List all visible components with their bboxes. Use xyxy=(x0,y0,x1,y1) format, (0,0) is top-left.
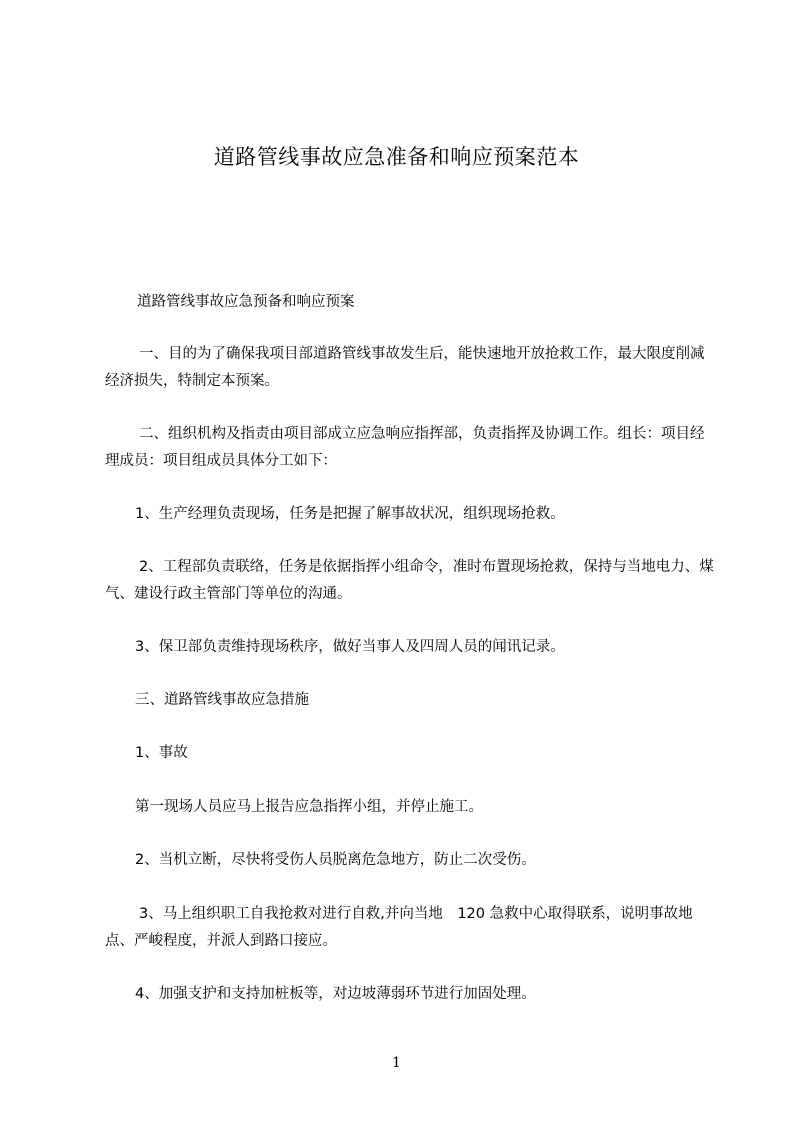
paragraph-duty-2: 2、工程部负责联络，任务是依据指挥小组命令，准时布置现场抢救，保持与当地电力、煤气、建设行政主管部门等单位的沟通。 xyxy=(105,559,714,602)
paragraph-evacuate: 2、当机立断，尽快将受伤人员脱离危急地方，防止二次受伤。 xyxy=(135,852,536,868)
paragraph-organization: 二、组织机构及指责由项目部成立应急响应指挥部，负责指挥及协调工作。组长：项目经理成员：项目组成员具体分工如下： xyxy=(105,426,705,469)
paragraph-accident: 1、事故 xyxy=(135,745,188,761)
paragraph-duty-3: 3、保卫部负责维持现场秩序，做好当事人及四周人员的闻讯记录。 xyxy=(135,639,565,655)
paragraph-duty-1: 1、生产经理负责现场，任务是把握了解事故状况，组织现场抢救。 xyxy=(135,506,565,522)
page-number: 1 xyxy=(392,1055,401,1071)
paragraph-purpose: 一、目的为了确保我项目部道路管线事故发生后，能快速地开放抢救工作，最大限度削减经济损失，特制定本预案。 xyxy=(105,346,705,389)
paragraph-reinforce: 4、加强支护和支持加桩板等，对边坡薄弱环节进行加固处理。 xyxy=(135,986,536,1002)
document-title: 道路管线事故应急准备和响应预案范本 xyxy=(213,145,580,169)
section-heading-measures: 三、道路管线事故应急措施 xyxy=(135,692,309,708)
paragraph-self-rescue: 3、马上组织职工自我抢救对进行自救,并向当地 120 急救中心取得联系，说明事故地点、严峻程度，并派人到路口接应。 xyxy=(105,906,693,949)
paragraph-report: 第一现场人员应马上报告应急指挥小组，并停止施工。 xyxy=(135,799,483,815)
subtitle-paragraph: 道路管线事故应急预备和响应预案 xyxy=(137,294,355,310)
